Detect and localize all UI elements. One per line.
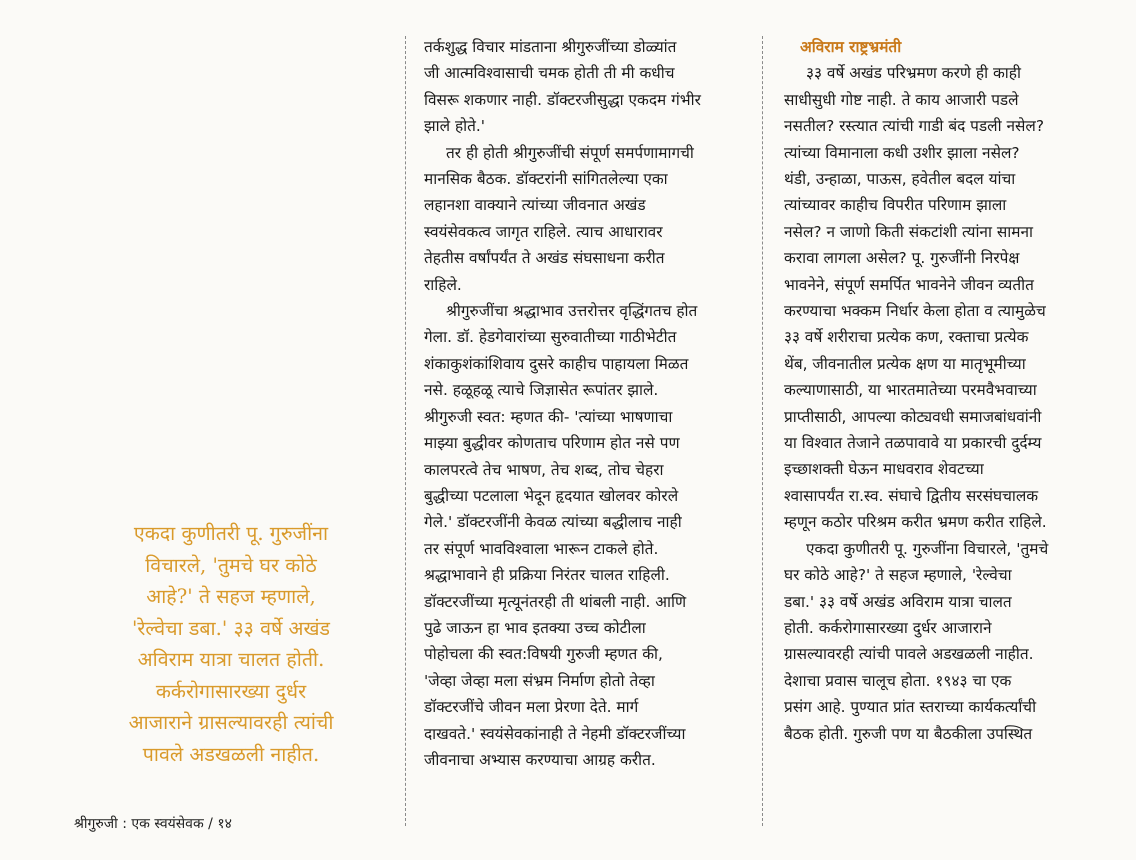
text-line: तेहतीस वर्षांपर्यंत ते अखंड संघसाधना करीत [424,249,665,268]
text-line: करावा लागला असेल? पू. गुरुजींनी निरपेक्ष [784,249,1020,268]
column-divider-right [762,36,763,826]
pull-quote-line: कर्करोगासारख्या दुर्धर [155,679,307,703]
text-line: बैठक होती. गुरुजी पण या बैठकीला उपस्थित [784,724,1033,743]
text-line: इच्छाशक्ती घेऊन माधवराव शेवटच्या [784,460,984,479]
text-line: ३३ वर्षे शरीराचा प्रत्येक कण, रक्ताचा प्रत्येक [784,328,1029,347]
pull-quote-line: आहे?' ते सहज म्हणाले, [146,585,316,608]
text-line: डबा.' ३३ वर्षे अखंड अविराम यात्रा चालत [784,592,1012,611]
pull-quote-line: आजाराने ग्रासल्यावरही त्यांची [128,711,334,734]
text-line: डॉक्टरजींच्या मृत्यूनंतरही ती थांबली नाही. आणि [424,592,687,611]
text-line: ३३ वर्षे अखंड परिभ्रमण करणे ही काही [806,64,1021,83]
text-line: नसेल? न जाणो किती संकटांशी त्यांना सामना [784,222,1033,241]
text-line: साधीसुधी गोष्ट नाही. ते काय आजारी पडले [784,90,1019,109]
text-line: मानसिक बैठक. डॉक्टरांनी सांगितलेल्या एका [424,170,668,189]
text-line: लहानशा वाक्याने त्यांच्या जीवनात अखंड [424,196,646,215]
text-line: तर ही होती श्रीगुरुजींची संपूर्ण समर्पणामागची [446,143,694,162]
pull-quote-line: पावले अडखळली नाहीत. [142,742,320,766]
text-line: या विश्वात तेजाने तळपावावे या प्रकारची दुर्दम्य [784,434,1042,453]
pull-quote-line: 'रेल्वेचा डबा.' ३३ वर्षे अखंड [132,616,330,640]
text-line: श्रीगुरुजींचा श्रद्धाभाव उत्तरोत्तर वृद्धिंगतच होत [446,302,698,321]
text-line: थेंब, जीवनातील प्रत्येक क्षण या मातृभूमीच्या [784,354,1026,373]
text-line: एकदा कुणीतरी पू. गुरुजींना विचारले, 'तुमचे [806,539,1049,558]
text-line: पुढे जाऊन हा भाव इतक्या उच्च कोटीला [424,618,646,637]
middle-column [424,34,742,773]
text-line: कल्याणासाठी, या भारतमातेच्या परमवैभवाच्या [784,381,1037,400]
text-line: घर कोठे आहे?' ते सहज म्हणाले, 'रेल्वेचा [784,566,1012,585]
text-line: नसतील? रस्त्यात त्यांची गाडी बंद पडली नसेल? [784,117,1045,136]
text-line: गेले.' डॉक्टरजींनी केवळ त्यांच्या बद्धीलाच नाही [424,513,682,532]
text-line: विसरू शकणार नाही. डॉक्टरजीसुद्धा एकदम गंभीर [424,90,701,109]
text-line: प्राप्तीसाठी, आपल्या कोट्यवधी समाजबांधवांनी [784,407,1042,426]
text-line: जीवनाचा अभ्यास करण्याचा आग्रह करीत. [424,750,656,769]
text-line: माझ्या बुद्धीवर कोणताच परिणाम होत नसे पण [424,434,680,453]
text-line: भावनेने, संपूर्ण समर्पित भावनेने जीवन व्यतीत [784,275,1034,294]
right-column [784,34,1108,747]
page-footer: श्रीगुरुजी : एक स्वयंसेवक / १४ [74,816,232,832]
text-line: दाखवते.' स्वयंसेवकांनाही ते नेहमी डॉक्टरजींच्या [424,724,686,743]
text-line: राहिले. [424,275,462,294]
pull-quote [78,518,384,770]
text-line: श्रद्धाभावाने ही प्रक्रिया निरंतर चालत राहिली. [424,566,670,585]
text-line: प्रसंग आहे. पुण्यात प्रांत स्तराच्या कार्यकर्त्यांची [784,698,1037,717]
text-line: कालपरत्वे तेच भाषण, तेच शब्द, तोच चेहरा [424,460,664,479]
pull-quote-line: विचारले, 'तुमचे घर कोठे [145,553,317,577]
text-line: श्वासापर्यंत रा.स्व. संघाचे द्वितीय सरसंघचालक [784,486,1039,505]
text-line: तर्कशुद्ध विचार मांडताना श्रीगुरुजींच्या डोळ्यांत [424,38,677,56]
right-column-body [784,60,1108,747]
text-line: गेला. डॉ. हेडगेवारांच्या सुरुवातीच्या गाठीभेटीत [424,328,677,347]
text-line: बुद्धीच्या पटलाला भेदून हृदयात खोलवर कोरले [424,486,679,505]
text-line: ग्रासल्यावरही त्यांची पावले अडखळली नाहीत. [784,645,1034,664]
section-heading: अविराम राष्ट्रभ्रमंती [800,38,902,56]
text-line: त्यांच्यावर काहीच विपरीत परिणाम झाला [784,196,1007,215]
text-line: स्वयंसेवकत्व जागृत राहिले. त्याच आधारावर [424,222,663,241]
text-line: तर संपूर्ण भावविश्वाला भारून टाकले होते. [424,539,659,558]
text-line: जी आत्मविश्वासाची चमक होती ती मी कधीच [424,64,675,83]
text-line: पोहोचला की स्वत:विषयी गुरुजी म्हणत की, [424,645,663,664]
text-line: करण्याचा भक्कम निर्धार केला होता व त्यामुळेच [784,302,1046,321]
text-line: श्रीगुरुजी स्वत: म्हणत की- 'त्यांच्या भाषणाचा [424,407,673,426]
column-divider-left [405,36,406,826]
text-line: 'जेव्हा जेव्हा मला संभ्रम निर्माण होतो तेव्हा [424,671,655,690]
text-line: त्यांच्या विमानाला कधी उशीर झाला नसेल? [784,143,1020,162]
text-line: म्हणून कठोर परिश्रम करीत भ्रमण करीत राहिले. [784,513,1047,532]
text-line: थंडी, उन्हाळा, पाऊस, हवेतील बदल यांचा [784,170,1016,189]
text-line: झाले होते.' [424,117,486,136]
text-line: डॉक्टरजींचे जीवन मला प्रेरणा देते. मार्ग [424,698,639,717]
text-line: होती. कर्करोगासारख्या दुर्धर आजाराने [784,618,992,637]
pull-quote-line: एकदा कुणीतरी पू. गुरुजींना [133,522,329,545]
text-line: नसे. हळूहळू त्याचे जिज्ञासेत रूपांतर झाले. [424,381,659,400]
text-line: देशाचा प्रवास चालूच होता. १९४३ चा एक [784,671,1012,690]
pull-quote-line: अविराम यात्रा चालत होती. [137,648,325,671]
text-line: शंकाकुशंकांशिवाय दुसरे काहीच पाहायला मिळत [424,354,689,373]
